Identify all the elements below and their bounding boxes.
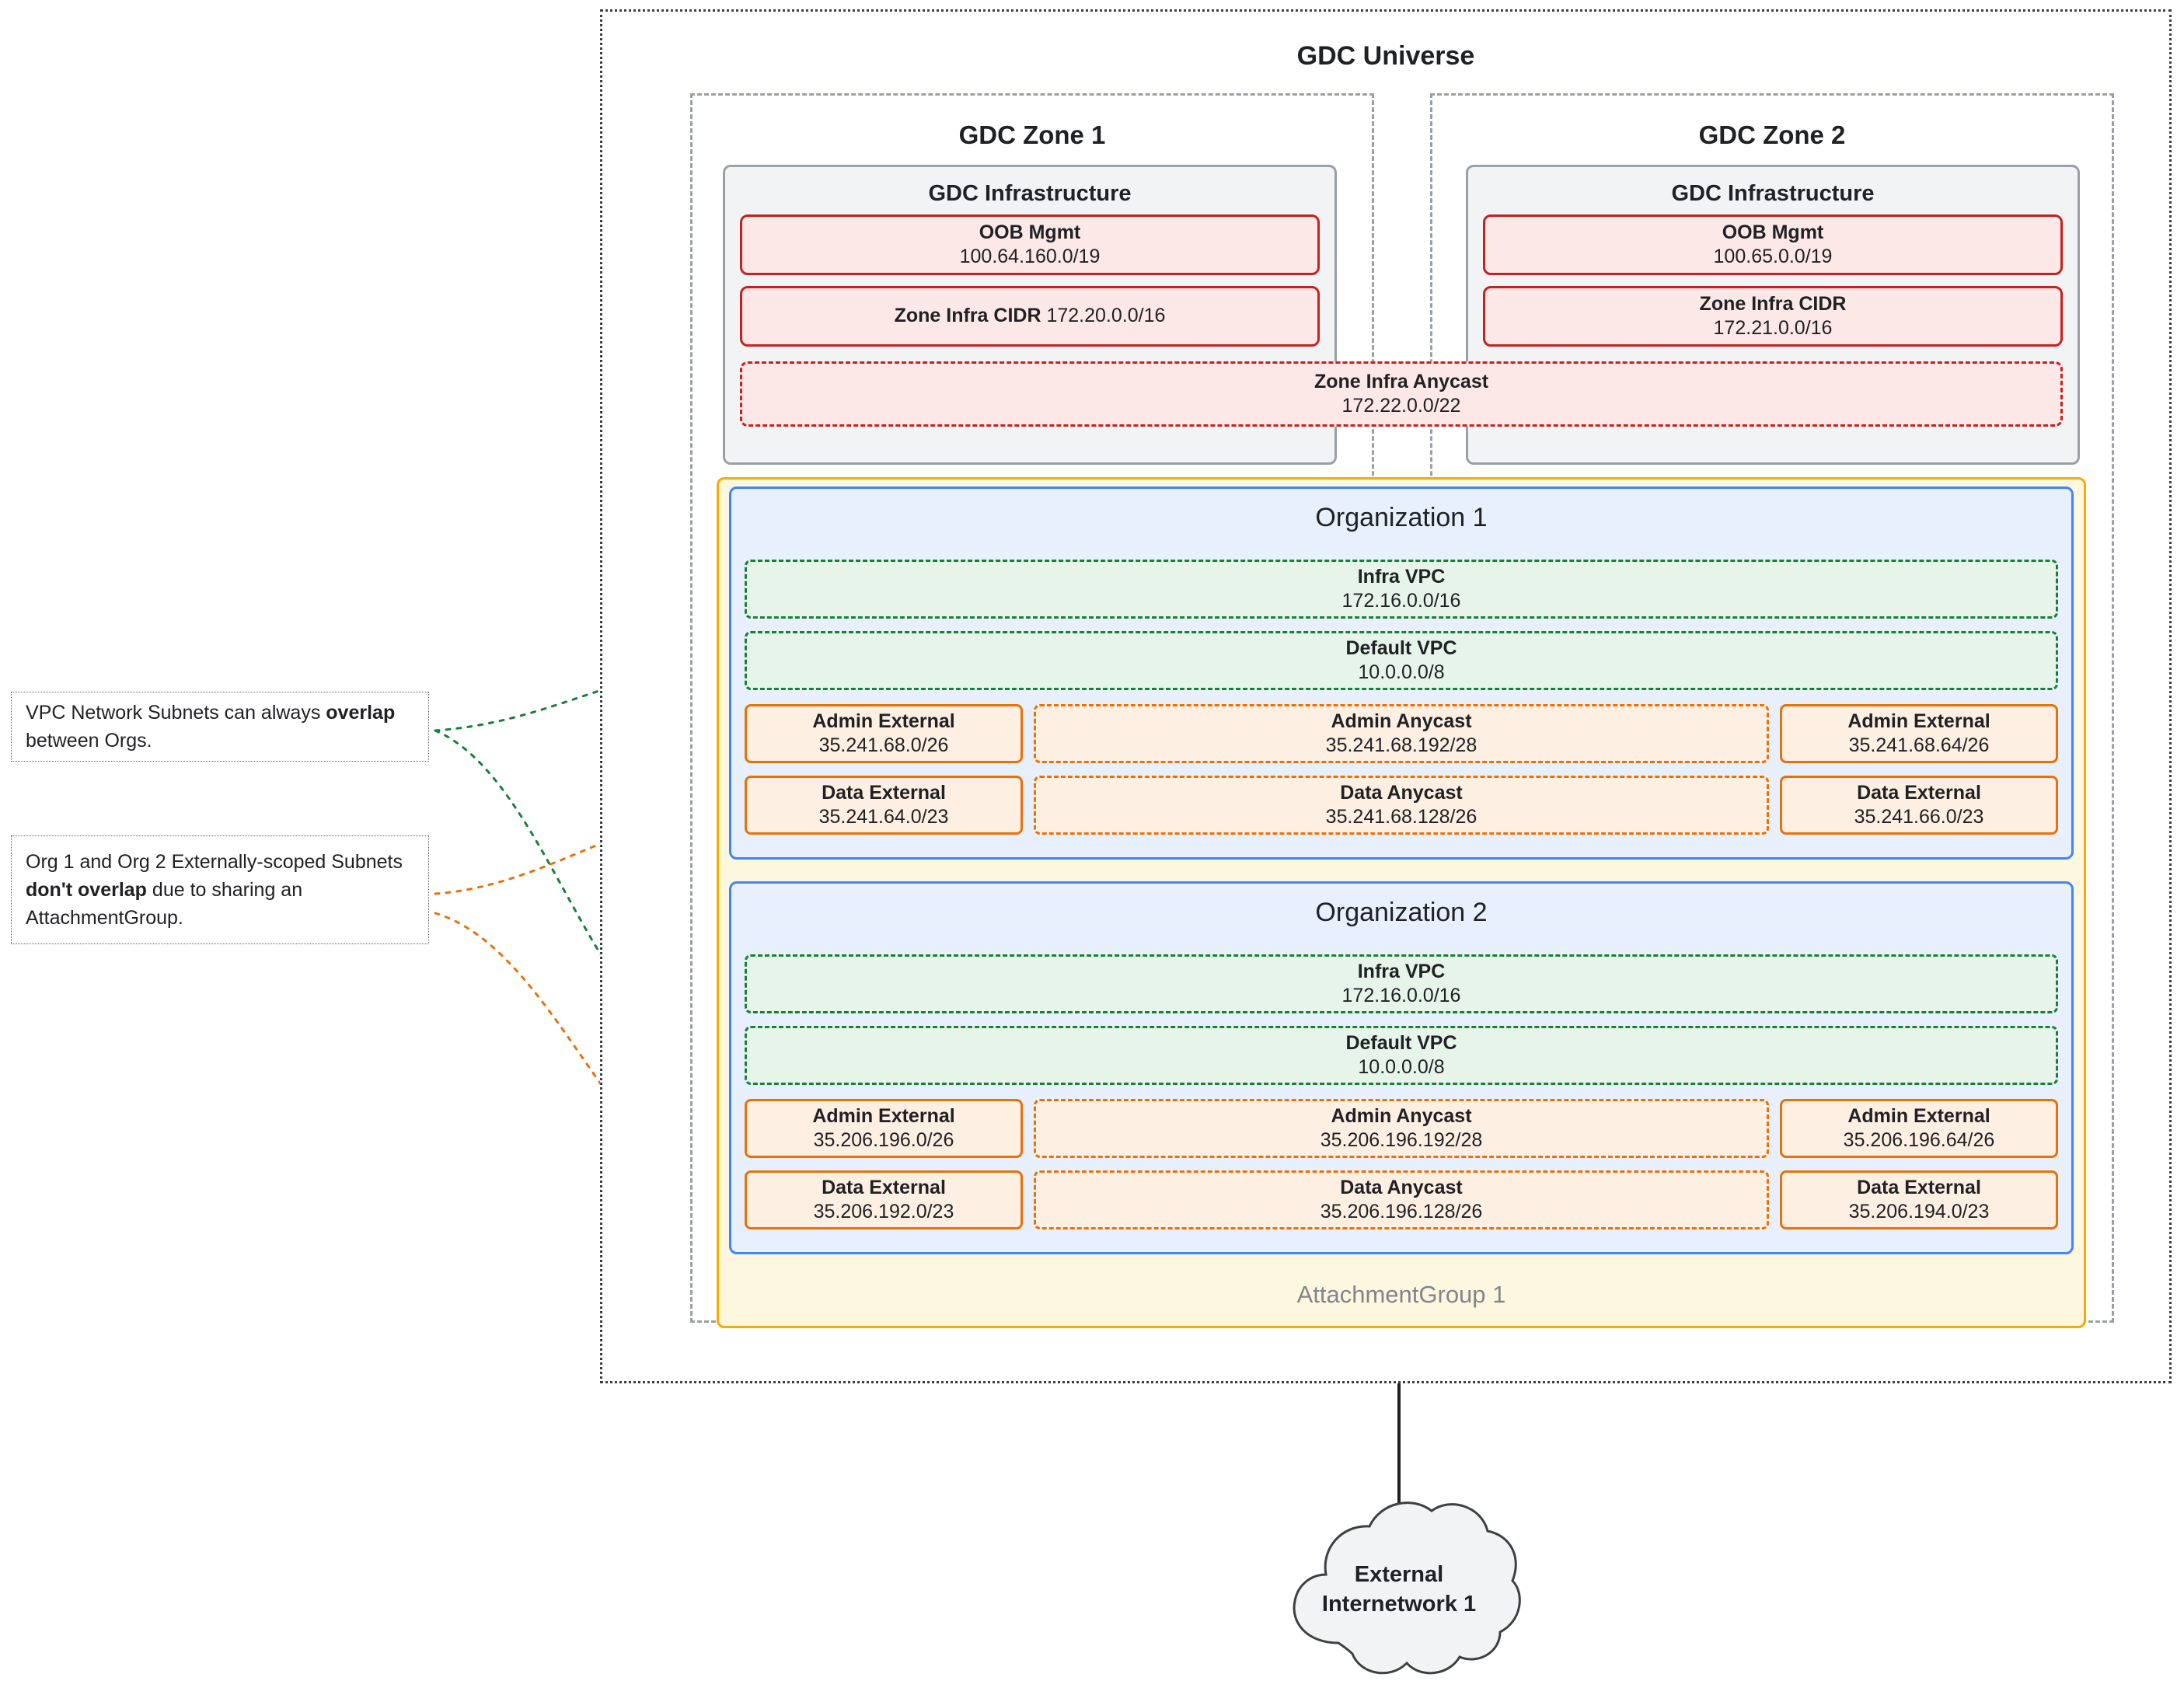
org-1-data-external-left (745, 776, 1023, 835)
org-2-data-external-left-label: Data External (822, 1176, 946, 1198)
org-2-admin-external-left-cidr: 35.206.196.0/26 (813, 1129, 954, 1151)
org-1-data-external-right-label: Data External (1857, 781, 1981, 804)
org-2-data-anycast-label: Data Anycast (1340, 1176, 1463, 1198)
org-1-admin-anycast (1034, 704, 1769, 763)
oob-mgmt-zone-2 (1483, 214, 2063, 275)
zone-infra-anycast (740, 361, 2063, 427)
org-2-data-external-right-label: Data External (1857, 1176, 1981, 1198)
org-1-default-vpc-cidr: 10.0.0.0/8 (1358, 661, 1445, 683)
attachment-group-1-label: AttachmentGroup 1 (1296, 1281, 1506, 1308)
org-2-admin-anycast-label: Admin Anycast (1331, 1104, 1472, 1127)
org-2-admin-anycast-cidr: 35.206.196.192/28 (1320, 1129, 1483, 1151)
org-1-admin-external-left-cidr: 35.241.68.0/26 (818, 734, 949, 756)
zone-infra-cidr-zone-1-cidr: 172.20.0.0/16 (1046, 305, 1166, 327)
org-1-admin-anycast-cidr: 35.241.68.192/28 (1325, 734, 1478, 756)
org-2-infra-vpc-cidr: 172.16.0.0/16 (1341, 985, 1461, 1006)
org-2-data-external-left-cidr: 35.206.192.0/23 (813, 1201, 954, 1222)
org-1-admin-external-right (1780, 704, 2058, 763)
org-1-data-anycast (1034, 776, 1769, 835)
oob-mgmt-zone-2-cidr: 100.65.0.0/19 (1713, 246, 1833, 267)
org-1-infra-vpc-cidr: 172.16.0.0/16 (1341, 590, 1461, 612)
gdc-universe-title: GDC Universe (1296, 41, 1475, 71)
org-2-admin-external-left (745, 1099, 1023, 1158)
organization-2-title: Organization 2 (1315, 898, 1488, 927)
note-no-overlap (11, 835, 429, 944)
gdc-zone-2-title: GDC Zone 2 (1698, 120, 1846, 149)
gdc-zone-1-title: GDC Zone 1 (958, 120, 1106, 149)
org-2-default-vpc-cidr: 10.0.0.0/8 (1358, 1056, 1445, 1078)
oob-mgmt-zone-1-cidr: 100.64.160.0/19 (959, 246, 1101, 267)
org-1-data-external-left-cidr: 35.241.64.0/23 (818, 806, 949, 828)
org-1-infra-vpc-label: Infra VPC (1357, 565, 1446, 588)
org-2-admin-external-left-label: Admin External (812, 1104, 955, 1127)
note-overlap (11, 692, 429, 762)
org-1-default-vpc (745, 631, 2058, 690)
zone-infra-cidr-zone-2-cidr: 172.21.0.0/16 (1713, 317, 1833, 339)
org-1-admin-external-left-label: Admin External (812, 710, 955, 732)
oob-mgmt-zone-2-label: OOB Mgmt (1722, 221, 1824, 243)
note-overlap-text-after: between Orgs. (26, 730, 152, 752)
oob-mgmt-zone-1 (740, 214, 1320, 275)
org-1-admin-anycast-label: Admin Anycast (1331, 710, 1472, 732)
org-2-default-vpc-label: Default VPC (1345, 1031, 1457, 1054)
external-internetwork-1-label (1267, 1561, 1531, 1619)
gdc-infrastructure-zone-1-title: GDC Infrastructure (928, 181, 1132, 206)
org-1-data-anycast-label: Data Anycast (1340, 781, 1463, 804)
org-2-infra-vpc-label: Infra VPC (1357, 960, 1446, 982)
org-1-data-external-left-label: Data External (822, 781, 946, 804)
org-2-data-external-right-cidr: 35.206.194.0/23 (1848, 1201, 1990, 1222)
org-1-admin-external-right-label: Admin External (1847, 710, 1990, 732)
zone-infra-cidr-zone-1 (740, 286, 1320, 347)
zone-infra-cidr-zone-2-label: Zone Infra CIDR (1699, 292, 1847, 315)
external-internetwork-1-line1: External (1354, 1562, 1444, 1587)
note-overlap-emphasis: overlap (326, 701, 396, 724)
org-2-data-external-left (745, 1170, 1023, 1229)
org-2-admin-external-right-cidr: 35.206.196.64/26 (1843, 1129, 1995, 1151)
note-no-overlap-text-after: due to sharing an AttachmentGroup. (26, 878, 303, 929)
org-1-data-external-right-cidr: 35.241.66.0/23 (1854, 806, 1984, 828)
org-2-data-anycast (1034, 1170, 1769, 1229)
org-2-admin-anycast (1034, 1099, 1769, 1158)
org-2-data-anycast-cidr: 35.206.196.128/26 (1320, 1201, 1483, 1222)
zone-infra-cidr-zone-1-label: Zone Infra CIDR (894, 305, 1041, 327)
external-internetwork-1-cloud (1267, 1477, 1531, 1694)
note-overlap-text-before: VPC Network Subnets can always (26, 701, 326, 724)
zone-infra-anycast-label: Zone Infra Anycast (1314, 370, 1489, 392)
zone-infra-anycast-cidr: 172.22.0.0/22 (1341, 395, 1461, 417)
org-1-default-vpc-label: Default VPC (1345, 637, 1457, 659)
org-1-data-external-right (1780, 776, 2058, 835)
gdc-infrastructure-zone-2-title: GDC Infrastructure (1671, 181, 1875, 206)
org-1-infra-vpc (745, 560, 2058, 619)
org-2-data-external-right (1780, 1170, 2058, 1229)
zone-infra-cidr-zone-2 (1483, 286, 2063, 347)
oob-mgmt-zone-1-label: OOB Mgmt (979, 221, 1081, 243)
org-1-data-anycast-cidr: 35.241.68.128/26 (1325, 806, 1478, 828)
org-1-admin-external-left (745, 704, 1023, 763)
org-2-admin-external-right-label: Admin External (1847, 1104, 1990, 1127)
org-1-admin-external-right-cidr: 35.241.68.64/26 (1848, 734, 1990, 756)
org-2-default-vpc (745, 1026, 2058, 1085)
org-2-admin-external-right (1780, 1099, 2058, 1158)
organization-1-title: Organization 1 (1315, 503, 1488, 532)
note-no-overlap-emphasis: don't overlap (26, 878, 147, 901)
note-no-overlap-text-before: Org 1 and Org 2 Externally-scoped Subnets (26, 850, 403, 873)
org-2-infra-vpc (745, 954, 2058, 1013)
external-internetwork-1-line2: Internetwork 1 (1321, 1591, 1477, 1617)
